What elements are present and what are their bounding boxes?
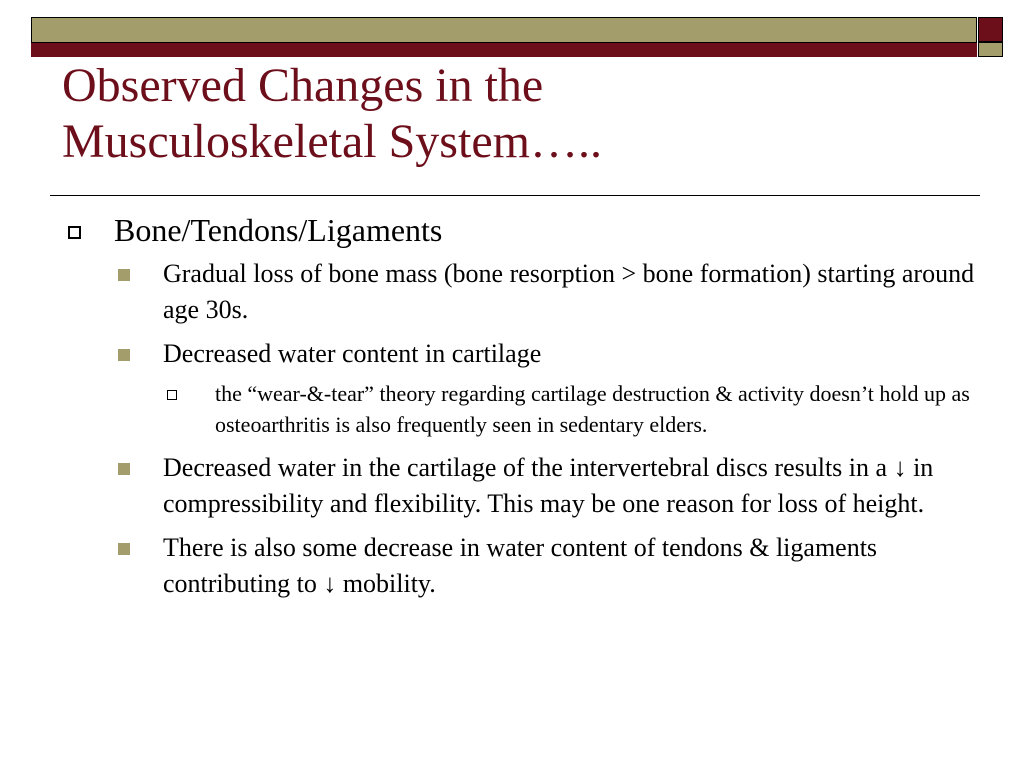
bullet-text: Decreased water in the cartilage of the intervertebral discs results in a ↓ in compressibility and flexibility. This may be one reason for loss of height. xyxy=(163,453,934,518)
header-olive-square xyxy=(978,42,1003,57)
slide-title-line2: Musculoskeletal System….. xyxy=(62,115,602,168)
bullet-item xyxy=(66,336,986,372)
filled-square-bullet-icon xyxy=(118,269,130,281)
header-maroon-line xyxy=(31,43,977,57)
filled-square-bullet-icon xyxy=(118,463,130,475)
heading-item xyxy=(66,210,986,250)
filled-square-bullet-icon xyxy=(118,349,130,361)
bullet-item xyxy=(66,450,986,522)
hollow-square-bullet-icon xyxy=(68,226,81,239)
header-olive-band xyxy=(31,17,977,43)
heading-text: Bone/Tendons/Ligaments xyxy=(114,212,443,248)
bullet-text: Decreased water content in cartilage xyxy=(163,339,542,368)
bullet-text: There is also some decrease in water content of tendons & ligaments contributing to ↓ mobility. xyxy=(163,533,878,598)
header-red-square xyxy=(978,17,1003,42)
title-divider xyxy=(50,195,980,196)
sub-bullet-text: the “wear-&-tear” theory regarding cartilage destruction & activity doesn’t hold up as osteoarthritis is also frequently seen in sedentary elders. xyxy=(215,381,970,437)
slide-title xyxy=(62,58,962,170)
bullet-item xyxy=(66,256,986,328)
sub-bullet-item xyxy=(66,378,986,440)
filled-square-bullet-icon xyxy=(118,543,130,555)
hollow-square-bullet-icon xyxy=(167,390,177,400)
bullet-text: Gradual loss of bone mass (bone resorption > bone formation) starting around age 30s. xyxy=(163,259,975,324)
bullet-item xyxy=(66,530,986,602)
slide-body xyxy=(66,210,986,610)
slide-title-line1: Observed Changes in the xyxy=(62,59,544,112)
